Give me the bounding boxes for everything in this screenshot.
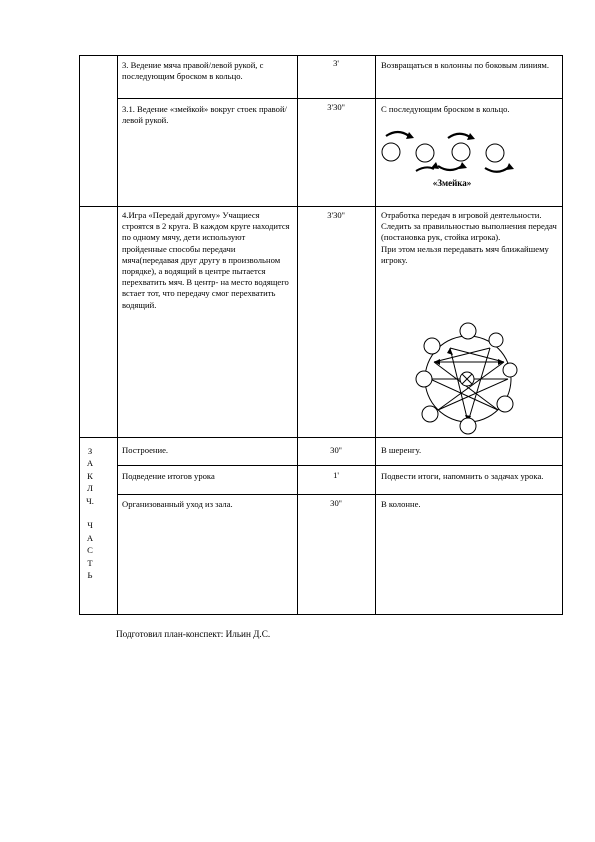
player-top-left [424, 338, 440, 354]
table-border-top [79, 55, 563, 56]
row1-content: 3. Ведение мяча правой/левой рукой, с последующим броском в кольцо. [122, 60, 264, 82]
table-col-divider-1 [117, 55, 118, 615]
circle-game-diagram [410, 318, 522, 436]
row4-content: Построение. [122, 445, 169, 455]
zmeika-stand-3 [452, 143, 470, 161]
table-border-bottom [79, 614, 563, 615]
table-col-divider-2 [297, 55, 298, 615]
row-divider-2 [79, 206, 563, 207]
row3-notes: Отработка передач в игровой деятельности. Следить за правильностью выполнения передач (постановка рук, стойка игрока). При этом нельзя передавать мяч ближайшему игроку. [381, 210, 557, 265]
zmeika-stand-4 [486, 144, 504, 162]
row6-time: 30'' [330, 498, 342, 508]
row2-content: 3.1. Ведение «змейкой» вокруг стоек правой/левой рукой. [122, 104, 287, 126]
row5-time: 1' [333, 470, 339, 480]
row-divider-1 [117, 98, 563, 99]
row-divider-3 [79, 437, 563, 438]
player-bottom-left [422, 406, 438, 422]
row3-time: 3'30'' [327, 210, 345, 220]
row-divider-5 [117, 494, 563, 495]
row6-content: Организованный уход из зала. [122, 499, 233, 509]
row5-content: Подведение итогов урока [122, 471, 215, 481]
row2-time: 3'30'' [327, 102, 345, 112]
row-divider-4 [117, 465, 563, 466]
section-label-vertical: З А К Л Ч. Ч А С Т Ь [86, 446, 94, 580]
zmeika-arrow-4 [485, 167, 509, 172]
player-top [460, 323, 476, 339]
zmeika-arrow-2 [438, 166, 462, 170]
row4-time: 30'' [330, 445, 342, 455]
player-top-right [489, 333, 503, 347]
player-bottom-right [497, 396, 513, 412]
table-border-right [562, 55, 563, 615]
table-border-left [79, 55, 80, 615]
prepared-by-footer: Подготовил план-конспект: Ильин Д.С. [116, 629, 271, 639]
zmeika-stand-1 [382, 143, 400, 161]
row1-time: 3' [333, 58, 339, 68]
zmeika-arrow-1 [386, 132, 409, 136]
row5-notes: Подвести итоги, напомнить о задачах урока. [381, 471, 544, 481]
zmeika-arrow-3 [448, 134, 470, 138]
row3-content: 4.Игра «Передай другому» Учащиеся строятся в 2 круга. В каждом круге находится по одному мячу, дети используют пройденные способы передачи мяча(передавая друг другу в произвольном порядке), а водящий в центре пытается перехватить мяч. В центр- на место водящего встает тот, что передачу смог перехватить водящий. [122, 210, 290, 310]
zmeika-stand-2 [416, 144, 434, 162]
row1-notes: Возвращаться в колонны по боковым линиям. [381, 60, 550, 70]
row2-notes: С последующим броском в кольцо. [381, 104, 510, 114]
row6-notes: В колонне. [381, 499, 421, 509]
row4-notes: В шеренгу. [381, 445, 422, 455]
zmeika-caption: «Змейка» [432, 178, 472, 188]
zmeika-diagram [378, 124, 560, 196]
player-right [503, 363, 517, 377]
player-bottom [460, 418, 476, 434]
player-left [416, 371, 432, 387]
table-col-divider-3 [375, 55, 376, 615]
